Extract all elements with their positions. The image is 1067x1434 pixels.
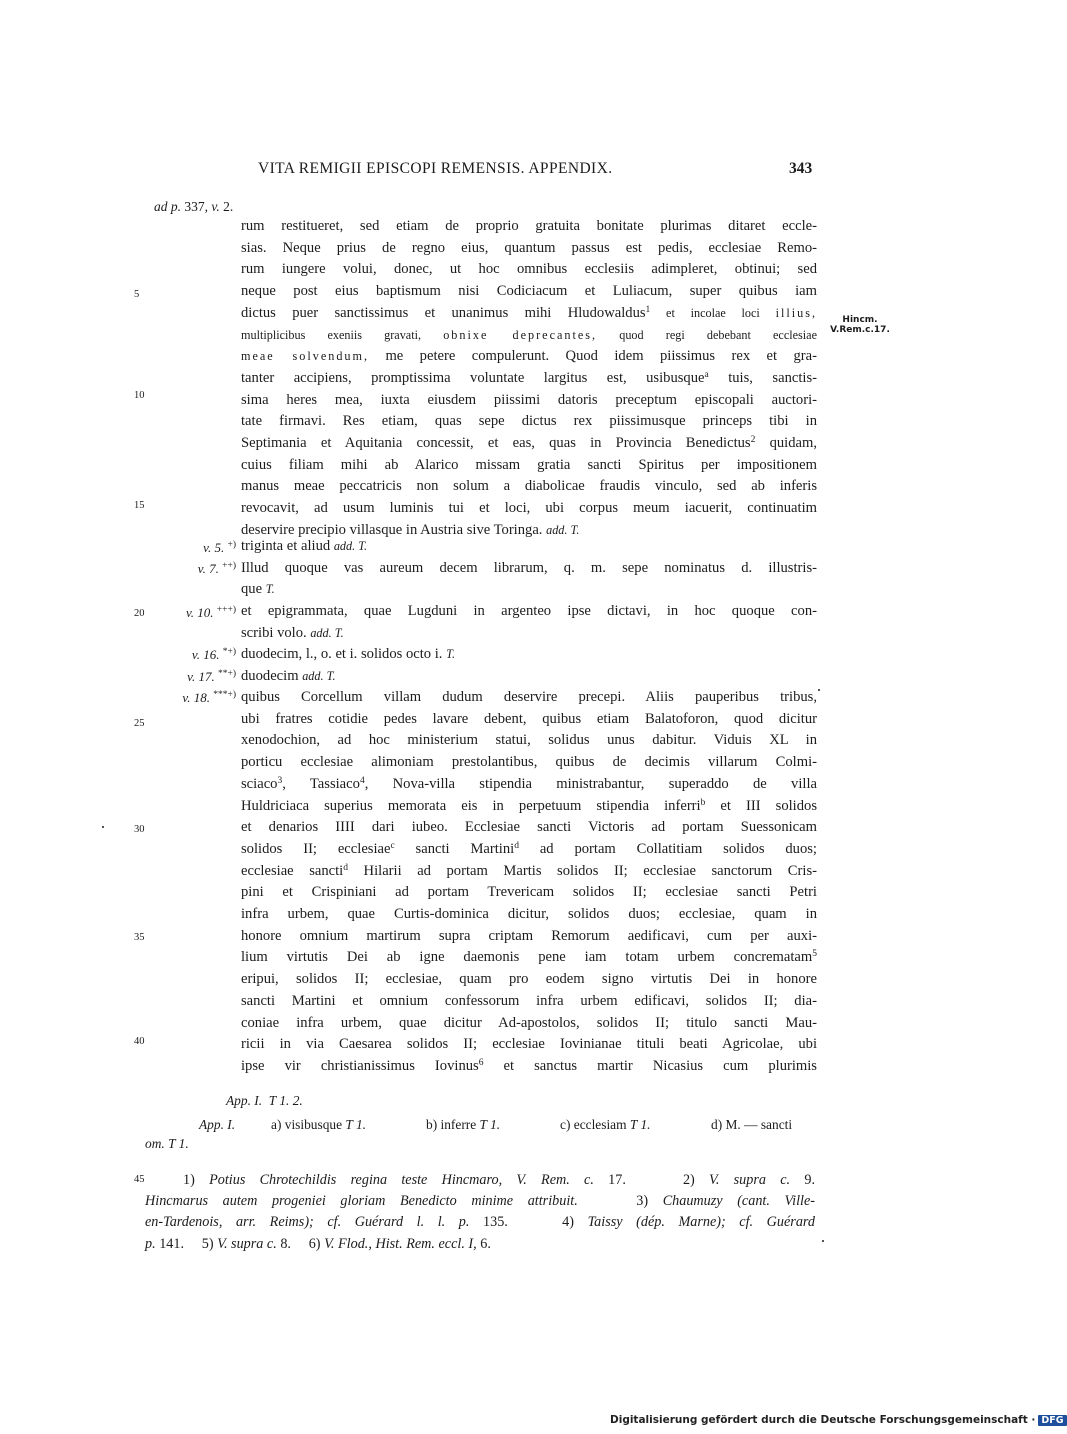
text-line: tanter accipiens, promptissima voluntate largitus est, usibusque$^a$ tuis, sanctis- (241, 369, 817, 386)
variant-label: v. 10. +++) (185, 605, 236, 620)
text-line: que T. (241, 581, 275, 597)
apparatus-entry: b) inferre T 1. (426, 1117, 501, 1132)
text-line: dictus puer sanctissimus et unanimus mihi Hludowaldus$^1$ et incolae loci illius, (241, 304, 817, 321)
text-line: meae solvendum, me petere compulerunt. Quod idem piissimus rex et gra- (241, 348, 817, 365)
apparatus-entry: d) M. — sancti (711, 1117, 793, 1132)
page-number: 343 (789, 160, 813, 177)
text-line: scribi volo. add. T. (241, 624, 344, 641)
digitization-credit: Digitalisierung gefördert durch die Deutsche Forschungsgemeinschaft · DFG (610, 1414, 1067, 1426)
text-line: ubi fratres cotidie pedes lavare debent, quibus etiam Balatoforon, quod dicitur (241, 710, 817, 727)
apparatus-line: om. T 1. (145, 1136, 189, 1151)
text-line: xenodochion, ad hoc ministerium statui, solidus unus dabitur. Viduis XL in (241, 732, 817, 749)
apparatus-line: App. I. (199, 1117, 236, 1132)
footnote-line: Hincmarus autem progeniei gloriam Benedicto minime attribuit. 3) Chaumuzy (cant. Ville- (145, 1193, 815, 1209)
line-number-30: 30 (134, 824, 145, 835)
line-number-5: 5 (134, 289, 140, 300)
scan-speck (822, 1240, 824, 1242)
line-number-40: 40 (134, 1036, 145, 1047)
text-line: quibus Corcellum villam dudum deservire precepi. Aliis pauperibus tribus, (241, 689, 817, 705)
text-line: triginta et aliud add. T. (241, 538, 368, 554)
text-line: sias. Neque prius de regno eius, quantum passus est pedis, ecclesiae Remo- (241, 239, 817, 256)
text-line: ecclesiae sancti$^d$ Hilarii ad portam Martis solidos II; ecclesiae sanctorum Cris- (241, 862, 817, 879)
footnote-line: 1) Potius Chrotechildis regina teste Hincmaro, V. Rem. c. 17. 2) V. supra c. 9. (183, 1172, 815, 1188)
text-line: cuius filiam mihi ab Alarico missam gratia sancti Spiritus per impositionem (241, 456, 817, 473)
apparatus-entry: a) visibusque T 1. (271, 1117, 367, 1132)
text-line: sciaco$^3$, Tassiaco$^4$, Nova-villa stipendia ministrabantur, superaddo de villa (241, 775, 817, 792)
variant-label: v. 5. +) (203, 540, 236, 555)
line-number-10: 10 (134, 390, 145, 401)
text-line: rum iungere volui, donec, ut hoc omnibus ecclesiis adimpleret, obtinui; sed (241, 261, 817, 278)
running-header: VITA REMIGII EPISCOPI REMENSIS. APPENDIX. (258, 160, 613, 177)
text-line: sancti Martini et omnium confessorum infra urbem edificavi, solidos II; dia- (241, 992, 817, 1009)
text-line: et epigrammata, quae Lugduni in argenteo ipse dictavi, in hoc quoque con- (241, 603, 817, 619)
line-number-15: 15 (134, 500, 145, 511)
dfg-logo: DFG (1038, 1415, 1066, 1426)
text-line: infra urbem, quae Curtis-dominica dicitur, solidos duos; ecclesiae, quam in (241, 906, 817, 922)
text-line: coniae infra urbem, quae dicitur Ad-apostolos, solidos II; titulo sancti Mau- (241, 1014, 817, 1031)
text-line: et denarios IIII dari iubeo. Ecclesiae sancti Victoris ad portam Suessonicam (241, 819, 817, 836)
variant-label: v. 7. ++) (197, 561, 236, 576)
margin-note: Hincm. V.Rem.c.17. (830, 315, 890, 335)
text-line: Huldriciaca superius memorata eis in perpetuum stipendia inferri$^b$ et III solidos (241, 797, 817, 814)
text-line: Illud quoque vas aureum decem librarum, q. m. sepe nominatus d. illustris- (241, 559, 817, 576)
text-line: Septimania et Aquitania concessit, et eas, quas in Provincia Benedictus$^2$ quidam, (241, 435, 818, 451)
text-line: duodecim, l., o. et i. solidos octo i. T. (241, 646, 456, 662)
text-line: sima heres mea, iuxta eiusdem piissimi datoris preceptum episcopali auctori- (241, 391, 817, 408)
text-line: revocavit, ad usum luminis tui et loci, ubi corpus meum iacuerit, continuatim (241, 500, 817, 517)
text-line: solidos II; ecclesiae$^c$ sancti Martini$^d$ ad portam Collatitiam solidos duos; (241, 840, 817, 857)
line-number-45: 45 (134, 1174, 145, 1185)
text-line: ipse vir christianissimus Iovinus$^6$ et sanctus martir Nicasius cum plurimis (241, 1057, 817, 1074)
text-line: lium virtutis Dei ab igne daemonis pene iam totam urbem concrematam$^5$ (241, 949, 817, 966)
footnote-line: en-Tardenois, arr. Reims); cf. Guérard l. l. p. 135. 4) Taissy (dép. Marne); cf. Guérard (145, 1214, 816, 1230)
text-line: manus meae peccatricis non solum a diabolicae fraudis vinculo, sed ab inferis (241, 478, 817, 495)
variant-label: v. 16. *+) (191, 647, 236, 662)
apparatus-entry: c) ecclesiam T 1. (560, 1117, 651, 1132)
line-number-20: 20 (134, 608, 145, 619)
text-line: porticu ecclesiae alimoniam prestolantibus, quibus de decimis villarum Colmi- (241, 754, 817, 771)
variant-label: v. 18. ***+) (182, 690, 236, 705)
text-line: deservire precipio villasque in Austria sive Toringa. add. T. (241, 521, 580, 538)
text-line: rum restitueret, sed etiam de proprio gratuita bonitate plurimas ditaret eccle- (241, 218, 817, 234)
scan-speck (102, 826, 104, 828)
line-number-35: 35 (134, 932, 145, 943)
text-line: tate firmavi. Res etiam, quas sepe dictus rex piissimusque princeps tibi in (241, 413, 817, 430)
footnote-line: p. 141. 5) V. supra c. 8. 6) V. Flod., Hist. Rem. eccl. I, 6. (145, 1236, 491, 1252)
apparatus-line: App. I. T 1. 2. (226, 1093, 303, 1108)
text-line: eripui, solidos II; ecclesiae, quam pro eodem signo virtutis Dei in honore (241, 971, 817, 988)
text-line: duodecim add. T. (241, 667, 336, 684)
line-number-25: 25 (134, 718, 145, 729)
scan-speck (818, 689, 820, 691)
text-line: ricii in via Caesarea solidos II; ecclesiae Iovinianae tituli beati Agricolae, ubi (241, 1036, 817, 1053)
variant-reference-top: ad p. 337, v. 2. (154, 199, 234, 214)
text-line: neque post eius baptismum nisi Codiciacum et Luliacum, super quibus iam (241, 283, 817, 300)
text-line: multiplicibus exeniis gravati, obnixe deprecantes, quod regi debebant ecclesiae (241, 327, 817, 342)
variant-label: v. 17. **+) (187, 669, 236, 684)
text-line: pini et Crispiniani ad portam Trevericam solidos II; ecclesiae sancti Petri (241, 884, 817, 901)
text-line: honore omnium martirum supra criptam Remorum aedificavi, cum per auxi- (241, 927, 817, 944)
